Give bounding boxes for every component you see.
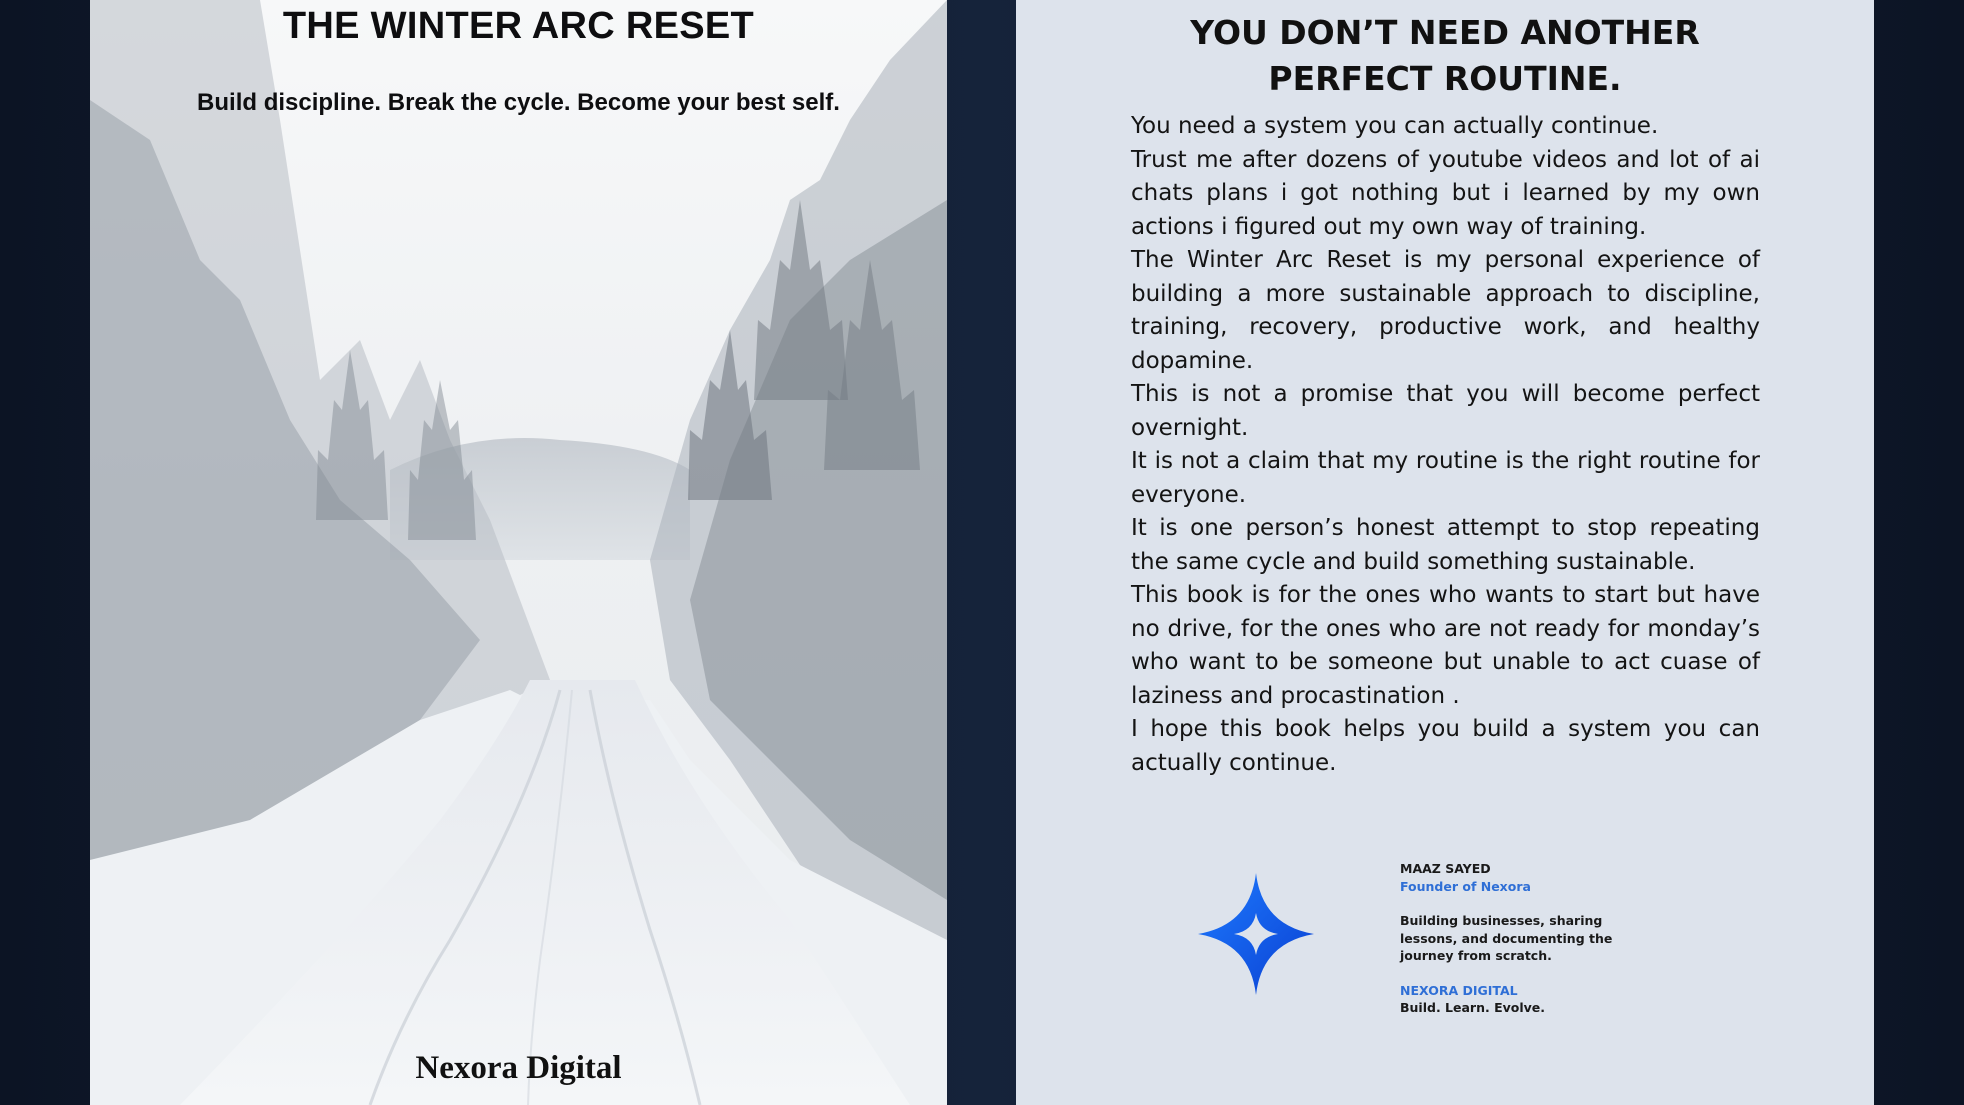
intro-paragraph: The Winter Arc Reset is my personal experience of building a more sustainable approach to discipline, training, recovery, productive work, and healthy dopamine. <box>1131 247 1760 374</box>
intro-paragraph: This book is for the ones who wants to start but have no drive, for the ones who are not ready for monday’s who want to be someone but unable to act cuase of laziness and procastination . <box>1131 582 1760 709</box>
intro-heading-line-2: PERFECT ROUTINE. <box>1268 59 1622 98</box>
intro-paragraph: This is not a promise that you will become perfect overnight. <box>1131 381 1760 441</box>
brand-name: NEXORA DIGITAL <box>1400 982 1518 998</box>
author-bio: Building businesses, sharing lessons, and documenting the journey from scratch. <box>1400 913 1613 963</box>
brand-tagline: Build. Learn. Evolve. <box>1400 1000 1546 1015</box>
cover-publisher: Nexora Digital <box>415 1050 622 1086</box>
author-role: Founder of Nexora <box>1400 878 1531 894</box>
intro-paragraph: Trust me after dozens of youtube videos and lot of ai chats plans i got nothing but i learned by my own actions i figured out my own way of training. <box>1131 146 1760 240</box>
cover-title: THE WINTER ARC RESET <box>282 5 755 47</box>
book-cover <box>90 0 947 1105</box>
cover-subtitle: Build discipline. Break the cycle. Become your best self. <box>197 89 840 116</box>
intro-page <box>1016 0 1874 1105</box>
author-name: MAAZ SAYED <box>1400 861 1491 876</box>
author-card <box>1400 860 1660 1017</box>
intro-paragraph: I hope this book helps you build a system you can actually continue. <box>1131 716 1760 776</box>
intro-paragraph: It is one person’s honest attempt to stop repeating the same cycle and build something sustainable. <box>1131 515 1760 575</box>
intro-heading-line-1: YOU DON’T NEED ANOTHER <box>1190 13 1700 52</box>
four-point-star-icon <box>1198 873 1314 995</box>
intro-body <box>1131 110 1760 780</box>
snowy-forest-road-image <box>90 0 947 1105</box>
intro-heading <box>1076 10 1814 102</box>
intro-paragraph: It is not a claim that my routine is the right routine for everyone. <box>1131 448 1760 508</box>
intro-paragraph: You need a system you can actually continue. <box>1131 113 1659 139</box>
